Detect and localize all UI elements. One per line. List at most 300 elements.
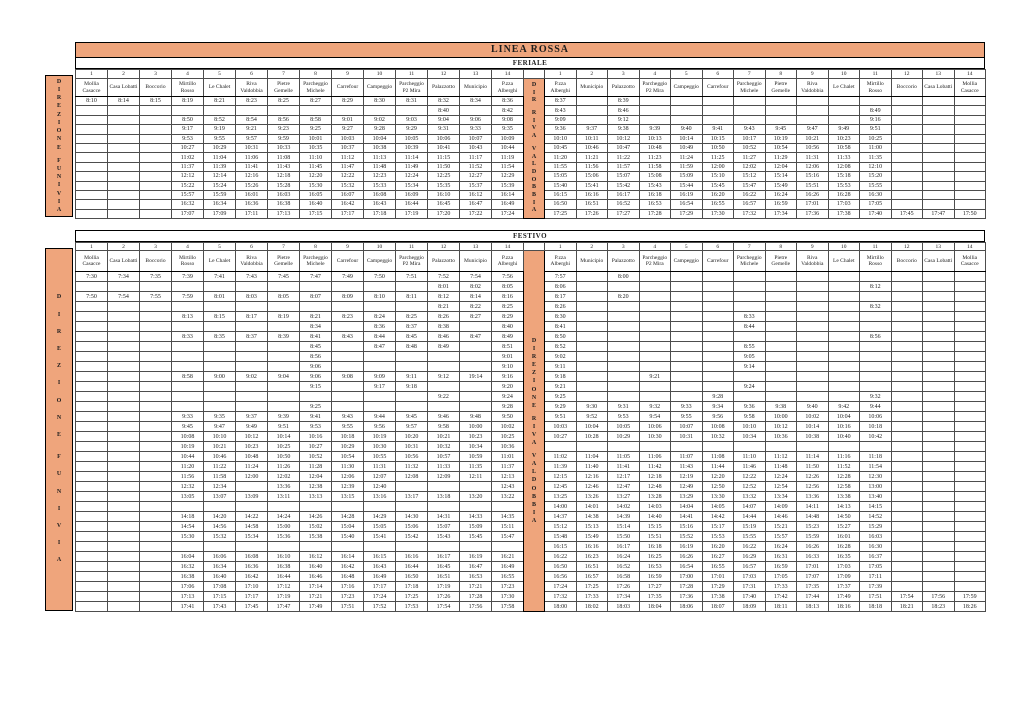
time-cell <box>332 302 364 312</box>
time-cell <box>76 362 108 372</box>
time-cell: 11:20 <box>172 462 204 472</box>
time-cell: 12:00 <box>236 472 268 482</box>
strip-letter: E <box>56 103 61 110</box>
time-cell <box>765 282 797 292</box>
time-cell: 15:47 <box>492 532 524 542</box>
time-cell: 16:44 <box>268 572 300 582</box>
time-cell: 10:32 <box>702 432 734 442</box>
time-cell: 14:40 <box>639 512 671 522</box>
strip-letter: O <box>531 485 537 492</box>
station-header: Mollia Casacce <box>76 251 108 272</box>
time-cell: 17:40 <box>734 592 766 602</box>
time-cell <box>923 332 955 342</box>
time-cell: 9:56 <box>364 422 396 432</box>
feriale-timetable-section <box>45 42 985 219</box>
time-cell <box>891 482 923 492</box>
time-cell <box>923 153 955 162</box>
time-cell <box>891 302 923 312</box>
time-cell <box>954 422 986 432</box>
time-cell <box>108 143 140 152</box>
time-cell: 12:58 <box>828 482 860 492</box>
time-cell <box>954 134 986 143</box>
time-cell: 15:14 <box>608 522 640 532</box>
station-header: Carrefour <box>332 251 364 272</box>
time-cell <box>923 462 955 472</box>
time-cell <box>954 392 986 402</box>
time-cell: 17:38 <box>702 592 734 602</box>
time-cell: 9:04 <box>268 372 300 382</box>
time-cell <box>954 432 986 442</box>
time-cell <box>954 482 986 492</box>
strip-letter: I <box>532 423 536 430</box>
time-cell <box>828 282 860 292</box>
time-cell: 12:08 <box>828 162 860 171</box>
time-cell: 8:09 <box>332 292 364 302</box>
time-cell: 18:06 <box>671 602 703 612</box>
time-cell: 17:16 <box>332 582 364 592</box>
column-number: 9 <box>797 70 829 79</box>
time-cell <box>204 342 236 352</box>
time-cell <box>76 492 108 502</box>
time-cell <box>364 402 396 412</box>
time-cell <box>460 342 492 352</box>
time-cell <box>396 392 428 402</box>
time-cell <box>108 542 140 552</box>
station-header: Casa Lobatti <box>108 79 140 97</box>
time-cell: 10:02 <box>492 422 524 432</box>
time-cell: 16:15 <box>545 542 577 552</box>
time-cell <box>797 392 829 402</box>
time-cell <box>797 332 829 342</box>
time-cell <box>140 362 172 372</box>
time-cell: 13:30 <box>702 492 734 502</box>
time-cell: 16:43 <box>364 562 396 572</box>
column-number: 8 <box>765 243 797 251</box>
column-number: 8 <box>300 70 332 79</box>
time-cell <box>702 332 734 342</box>
time-cell: 11:18 <box>860 452 892 462</box>
time-cell: 12:13 <box>492 472 524 482</box>
time-cell <box>576 322 608 332</box>
time-cell: 9:15 <box>300 382 332 392</box>
time-cell: 10:39 <box>396 143 428 152</box>
time-cell: 15:27 <box>828 522 860 532</box>
time-cell <box>108 552 140 562</box>
time-cell: 15:32 <box>204 532 236 542</box>
direction-funivia-strip <box>45 248 73 611</box>
time-cell <box>108 312 140 322</box>
time-cell: 13:38 <box>828 492 860 502</box>
station-header: Casa Lobatti <box>108 251 140 272</box>
time-cell: 10:30 <box>364 442 396 452</box>
time-cell: 16:28 <box>828 190 860 199</box>
time-cell <box>396 542 428 552</box>
time-cell <box>428 542 460 552</box>
time-cell: 16:30 <box>860 542 892 552</box>
time-cell <box>140 352 172 362</box>
time-cell: 16:17 <box>608 190 640 199</box>
time-cell: 10:31 <box>396 442 428 452</box>
time-cell: 15:21 <box>765 522 797 532</box>
time-cell: 9:16 <box>860 115 892 124</box>
strip-letter: I <box>57 311 61 318</box>
column-number: 3 <box>140 243 172 251</box>
column-number: 9 <box>332 70 364 79</box>
time-cell <box>140 143 172 152</box>
time-cell: 10:27 <box>300 442 332 452</box>
column-number: 13 <box>923 70 955 79</box>
strip-letter: R <box>531 354 537 361</box>
time-cell: 16:20 <box>702 542 734 552</box>
time-cell <box>140 209 172 218</box>
time-cell <box>954 272 986 282</box>
time-cell: 16:42 <box>332 200 364 209</box>
time-cell <box>428 382 460 392</box>
time-cell: 15:24 <box>204 181 236 190</box>
time-cell <box>891 172 923 181</box>
time-cell: 13:17 <box>396 492 428 502</box>
direction-riva-valdobbia-strip <box>524 251 545 612</box>
time-cell: 16:25 <box>639 552 671 562</box>
time-cell <box>923 181 955 190</box>
time-cell: 8:36 <box>364 322 396 332</box>
time-cell <box>923 342 955 352</box>
time-cell: 11:30 <box>332 462 364 472</box>
time-cell <box>860 97 892 106</box>
time-cell <box>76 552 108 562</box>
time-cell <box>891 282 923 292</box>
time-cell <box>734 372 766 382</box>
time-cell: 16:32 <box>172 562 204 572</box>
time-cell: 9:28 <box>364 125 396 134</box>
time-cell: 14:31 <box>428 512 460 522</box>
time-cell: 14:29 <box>364 512 396 522</box>
time-cell <box>236 302 268 312</box>
time-cell <box>891 562 923 572</box>
time-cell <box>671 392 703 402</box>
time-cell <box>364 282 396 292</box>
time-cell <box>954 512 986 522</box>
time-cell: 8:12 <box>860 282 892 292</box>
time-cell <box>140 442 172 452</box>
time-cell: 10:06 <box>428 134 460 143</box>
time-cell: 8:12 <box>428 292 460 302</box>
station-header: Campeggio <box>364 251 396 272</box>
station-header: Municipio <box>576 251 608 272</box>
strip-letter: I <box>532 199 536 206</box>
time-cell <box>76 342 108 352</box>
time-cell: 8:56 <box>268 115 300 124</box>
time-cell: 12:16 <box>576 472 608 482</box>
time-cell: 9:17 <box>172 125 204 134</box>
time-cell: 15:42 <box>396 532 428 542</box>
time-cell <box>923 352 955 362</box>
time-cell: 15:20 <box>860 172 892 181</box>
column-number: 12 <box>428 243 460 251</box>
time-cell <box>140 372 172 382</box>
time-cell: 16:20 <box>702 190 734 199</box>
time-cell: 8:02 <box>460 282 492 292</box>
time-cell: 15:05 <box>545 172 577 181</box>
time-cell: 17:24 <box>364 592 396 602</box>
column-number: 1 <box>76 243 108 251</box>
time-cell: 7:54 <box>108 292 140 302</box>
time-cell: 9:04 <box>428 115 460 124</box>
time-cell <box>172 362 204 372</box>
strip-letter: A <box>56 557 62 564</box>
time-cell: 11:10 <box>300 153 332 162</box>
time-cell: 11:21 <box>576 153 608 162</box>
time-cell: 16:19 <box>671 190 703 199</box>
time-cell: 10:43 <box>460 143 492 152</box>
time-cell: 8:33 <box>734 312 766 322</box>
time-cell: 8:39 <box>608 97 640 106</box>
time-cell <box>332 382 364 392</box>
column-number: 10 <box>828 70 860 79</box>
column-number: 12 <box>891 243 923 251</box>
time-cell: 16:29 <box>734 552 766 562</box>
time-cell: 14:28 <box>332 512 364 522</box>
time-cell <box>76 134 108 143</box>
time-cell <box>828 442 860 452</box>
time-cell: 16:14 <box>492 190 524 199</box>
time-cell: 8:35 <box>204 332 236 342</box>
time-cell: 17:27 <box>639 582 671 592</box>
time-cell: 17:54 <box>891 592 923 602</box>
time-cell <box>702 97 734 106</box>
strip-letter: I <box>57 540 61 547</box>
time-cell <box>639 106 671 115</box>
time-cell <box>797 342 829 352</box>
time-cell <box>891 512 923 522</box>
strip-letter: F <box>57 157 61 164</box>
time-cell <box>108 442 140 452</box>
time-cell: 14:04 <box>671 502 703 512</box>
time-cell: 12:14 <box>204 172 236 181</box>
time-cell <box>172 322 204 332</box>
time-cell: 8:10 <box>364 292 396 302</box>
time-cell: 10:11 <box>576 134 608 143</box>
time-cell <box>76 200 108 209</box>
time-cell: 14:03 <box>639 502 671 512</box>
time-cell <box>108 153 140 162</box>
time-cell <box>76 332 108 342</box>
time-cell <box>797 97 829 106</box>
festivo-grid <box>75 242 986 612</box>
time-cell <box>140 153 172 162</box>
time-cell: 11:33 <box>428 462 460 472</box>
time-cell: 7:50 <box>364 272 396 282</box>
station-header: Mollia Casacce <box>954 251 986 272</box>
column-number: 10 <box>364 243 396 251</box>
time-cell: 15:48 <box>545 532 577 542</box>
time-cell: 11:06 <box>639 452 671 462</box>
time-cell: 11:14 <box>396 153 428 162</box>
time-cell <box>702 312 734 322</box>
time-cell <box>797 442 829 452</box>
time-cell <box>332 106 364 115</box>
time-cell: 10:35 <box>300 143 332 152</box>
time-cell: 11:50 <box>428 162 460 171</box>
column-number: 12 <box>428 70 460 79</box>
time-cell: 11:24 <box>236 462 268 472</box>
time-cell <box>108 190 140 199</box>
time-cell: 18:26 <box>954 602 986 612</box>
time-cell <box>268 402 300 412</box>
time-cell <box>396 352 428 362</box>
time-cell: 10:16 <box>828 422 860 432</box>
time-cell: 16:33 <box>797 552 829 562</box>
time-cell <box>76 432 108 442</box>
time-cell: 11:39 <box>545 462 577 472</box>
time-cell: 11:02 <box>545 452 577 462</box>
time-cell <box>765 392 797 402</box>
time-cell <box>923 482 955 492</box>
column-number: 7 <box>268 70 300 79</box>
time-cell: 13:13 <box>300 492 332 502</box>
time-cell: 15:07 <box>608 172 640 181</box>
time-cell <box>923 582 955 592</box>
time-cell: 8:10 <box>76 97 108 106</box>
time-cell: 11:01 <box>492 452 524 462</box>
time-cell: 9:06 <box>300 362 332 372</box>
time-cell: 8:11 <box>396 292 428 302</box>
time-cell: 10:07 <box>460 134 492 143</box>
time-cell <box>891 422 923 432</box>
time-cell: 8:30 <box>545 312 577 322</box>
time-cell: 15:49 <box>576 532 608 542</box>
time-cell: 8:36 <box>492 97 524 106</box>
time-cell: 15:15 <box>639 522 671 532</box>
column-number: 2 <box>576 243 608 251</box>
time-cell: 16:51 <box>428 572 460 582</box>
time-cell <box>236 542 268 552</box>
time-cell: 7:45 <box>268 272 300 282</box>
time-cell <box>797 302 829 312</box>
time-cell <box>797 362 829 372</box>
time-cell: 12:06 <box>332 472 364 482</box>
station-header: Riva Valdobbia <box>236 79 268 97</box>
time-cell: 12:46 <box>576 482 608 492</box>
time-cell: 9:55 <box>671 412 703 422</box>
time-cell <box>954 172 986 181</box>
time-cell <box>108 115 140 124</box>
time-cell: 16:23 <box>576 552 608 562</box>
time-cell <box>671 372 703 382</box>
time-cell: 11:33 <box>828 153 860 162</box>
time-cell: 9:09 <box>545 115 577 124</box>
time-cell: 7:51 <box>396 272 428 282</box>
time-cell: 17:45 <box>891 209 923 218</box>
time-cell <box>765 352 797 362</box>
time-cell: 14:26 <box>300 512 332 522</box>
time-cell: 10:15 <box>702 134 734 143</box>
station-header: Pietre Gemelle <box>765 79 797 97</box>
time-cell: 10:10 <box>545 134 577 143</box>
time-cell: 11:48 <box>364 162 396 171</box>
station-header: P.zza Alberghi <box>492 79 524 97</box>
time-cell: 13:36 <box>797 492 829 502</box>
time-cell: 16:15 <box>545 190 577 199</box>
time-cell <box>891 582 923 592</box>
strip-letter: A <box>531 440 537 447</box>
time-cell: 11:07 <box>671 452 703 462</box>
time-cell: 16:08 <box>364 190 396 199</box>
time-cell <box>891 97 923 106</box>
time-cell: 17:51 <box>332 602 364 612</box>
column-number: 12 <box>891 70 923 79</box>
station-header: Campeggio <box>671 79 703 97</box>
time-cell <box>396 106 428 115</box>
time-cell: 12:18 <box>268 172 300 181</box>
time-cell <box>576 106 608 115</box>
time-cell: 15:32 <box>332 181 364 190</box>
time-cell: 10:49 <box>671 143 703 152</box>
time-cell <box>954 362 986 372</box>
time-cell <box>891 542 923 552</box>
time-cell <box>734 302 766 312</box>
time-cell: 14:46 <box>765 512 797 522</box>
time-cell: 17:28 <box>671 582 703 592</box>
time-cell: 14:56 <box>204 522 236 532</box>
time-cell: 14:52 <box>860 512 892 522</box>
station-header: Parcheggio Michele <box>300 251 332 272</box>
time-cell <box>671 292 703 302</box>
time-cell <box>76 582 108 592</box>
time-cell: 11:00 <box>860 143 892 152</box>
time-cell: 12:26 <box>797 472 829 482</box>
time-cell: 16:03 <box>268 190 300 199</box>
time-cell <box>954 115 986 124</box>
time-cell <box>639 312 671 322</box>
time-cell <box>923 422 955 432</box>
time-cell <box>828 97 860 106</box>
time-cell <box>76 209 108 218</box>
time-cell: 9:02 <box>545 352 577 362</box>
time-cell: 10:16 <box>300 432 332 442</box>
time-cell: 17:30 <box>492 592 524 602</box>
time-cell: 8:21 <box>428 302 460 312</box>
time-cell <box>891 342 923 352</box>
time-cell <box>671 442 703 452</box>
time-cell <box>460 382 492 392</box>
time-cell: 17:11 <box>860 572 892 582</box>
time-cell <box>891 312 923 322</box>
time-cell: 11:10 <box>734 452 766 462</box>
time-cell: 17:01 <box>702 572 734 582</box>
time-cell <box>108 402 140 412</box>
time-cell <box>828 115 860 124</box>
time-cell <box>923 302 955 312</box>
time-cell <box>954 522 986 532</box>
time-cell <box>891 332 923 342</box>
strip-letter: N <box>56 488 62 495</box>
station-header: Parcheggio P2 Mira <box>396 79 428 97</box>
time-cell <box>891 572 923 582</box>
time-cell <box>76 592 108 602</box>
time-cell: 9:39 <box>639 125 671 134</box>
column-number: 13 <box>923 243 955 251</box>
time-cell <box>639 322 671 332</box>
time-cell: 15:51 <box>797 181 829 190</box>
station-header: Pietre Gemelle <box>765 251 797 272</box>
time-cell: 8:56 <box>300 352 332 362</box>
time-cell: 15:12 <box>734 172 766 181</box>
time-cell: 10:50 <box>268 452 300 462</box>
time-cell: 16:24 <box>765 190 797 199</box>
time-cell: 10:32 <box>428 442 460 452</box>
time-cell: 10:54 <box>332 452 364 462</box>
